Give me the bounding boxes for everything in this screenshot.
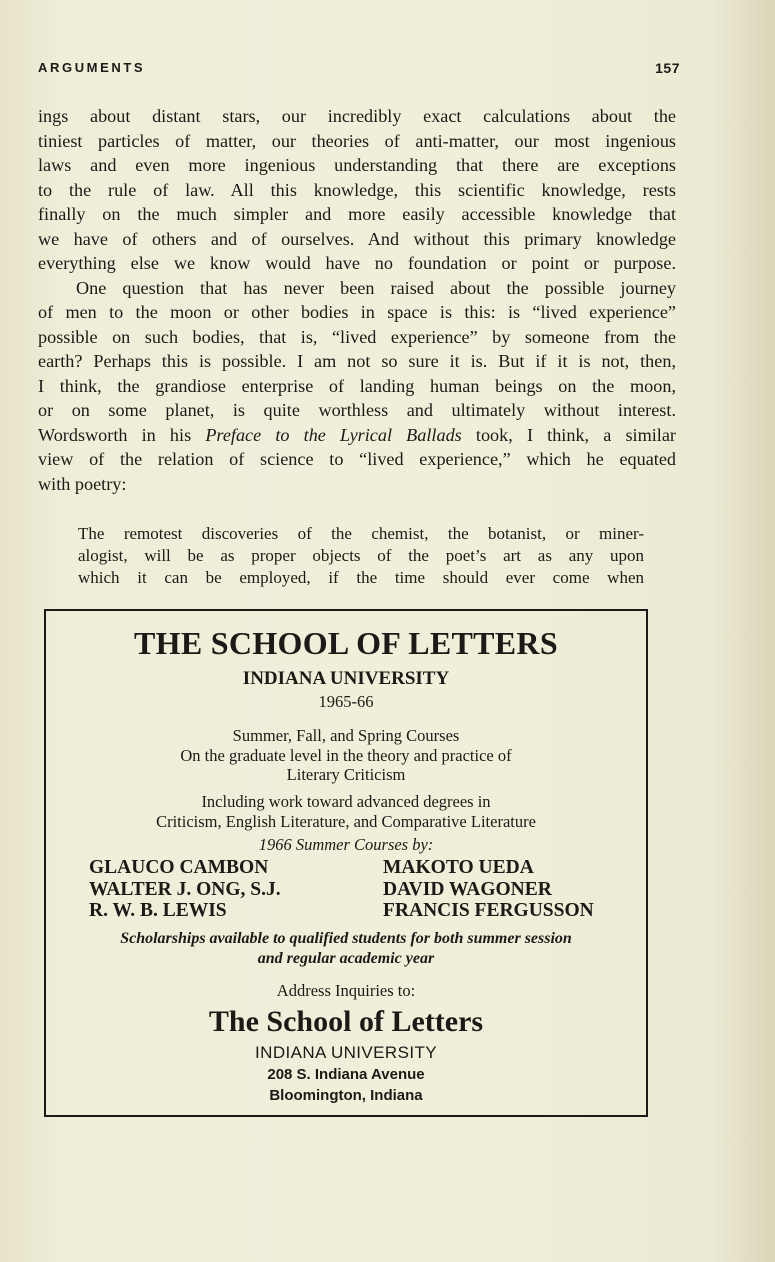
ad-street: 208 S. Indiana Avenue bbox=[267, 1066, 425, 1083]
quote-line: alogist, will be as proper objects of the poet’s art as any upon bbox=[78, 546, 644, 565]
ad-courses-label: 1966 Summer Courses by: bbox=[258, 835, 434, 854]
faculty-name: GLAUCO CAMBON bbox=[89, 857, 269, 878]
ad-description-line: Summer, Fall, and Spring Courses bbox=[232, 726, 460, 745]
ad-description-1 bbox=[46, 726, 646, 785]
ad-scholarships-line: and regular academic year bbox=[257, 950, 435, 967]
text-fragment: Wordsworth in his bbox=[38, 424, 206, 445]
text-line: with poetry: bbox=[38, 473, 127, 494]
page-number: 157 bbox=[655, 60, 680, 76]
text-line: tiniest particles of matter, our theories of anti-matter, our most ingenious bbox=[38, 130, 676, 151]
text-line: we have of others and of ourselves. And without this primary knowledge bbox=[38, 228, 676, 249]
text-line: earth? Perhaps this is possible. I am not so sure it is. But if it is not, then, bbox=[38, 351, 676, 371]
body-text bbox=[38, 104, 676, 496]
block-quote bbox=[78, 523, 644, 589]
faculty-name: WALTER J. ONG, S.J. bbox=[89, 878, 281, 900]
text-line: laws and even more ingenious understanding that there are exceptions bbox=[38, 155, 676, 175]
faculty-name: DAVID WAGONER bbox=[383, 878, 552, 900]
text-line: to the rule of law. All this knowledge, this scientific knowledge, rests bbox=[38, 179, 676, 200]
text-line: everything else we know would have no foundation or point or purpose. bbox=[38, 253, 676, 273]
text-line-with-title bbox=[38, 423, 676, 448]
quote-line: The remotest discoveries of the chemist, the botanist, or miner- bbox=[78, 524, 644, 543]
advertisement-box bbox=[44, 609, 648, 1117]
ad-university-address: INDIANA UNIVERSITY bbox=[255, 1043, 437, 1062]
faculty-column-2 bbox=[383, 857, 594, 922]
ad-description-line: Including work toward advanced degrees in bbox=[201, 792, 491, 811]
quote-line: which it can be employed, if the time should ever come when bbox=[78, 568, 644, 587]
text-line: of men to the moon or other bodies in space is this: is “lived experience” bbox=[38, 302, 676, 322]
text-line: finally on the much simpler and more easily accessible knowledge that bbox=[38, 204, 676, 224]
running-head bbox=[38, 60, 680, 80]
faculty-name: R. W. B. LEWIS bbox=[89, 900, 227, 921]
text-line: I think, the grandiose enterprise of landing human beings on the moon, bbox=[38, 375, 676, 396]
ad-scholarships-line: Scholarships available to qualified students for both summer session bbox=[120, 930, 572, 947]
ad-description-2 bbox=[46, 792, 646, 831]
text-line: view of the relation of science to “lived experience,” which he equated bbox=[38, 449, 676, 469]
faculty-name: FRANCIS FERGUSSON bbox=[383, 900, 594, 921]
ad-city: Bloomington, Indiana bbox=[269, 1087, 423, 1104]
ad-school-name: The School of Letters bbox=[208, 1005, 484, 1038]
text-line: ings about distant stars, our incredibly exact calculations about the bbox=[38, 106, 676, 126]
ad-university: INDIANA UNIVERSITY bbox=[242, 668, 450, 689]
ad-headline: THE SCHOOL OF LETTERS bbox=[134, 625, 558, 661]
ad-description-line: Criticism, English Literature, and Comparative Literature bbox=[156, 811, 536, 831]
faculty-column-1 bbox=[89, 857, 281, 922]
ad-description-line: Literary Criticism bbox=[286, 765, 406, 784]
running-head-title: ARGUMENTS bbox=[38, 60, 146, 75]
book-title: Preface to the Lyrical Ballads bbox=[205, 424, 462, 445]
ad-address-label: Address Inquiries to: bbox=[276, 981, 416, 1000]
ad-year: 1965-66 bbox=[318, 692, 374, 711]
text-fragment: took, I think, a similar bbox=[461, 424, 676, 445]
faculty-name: MAKOTO UEDA bbox=[383, 857, 534, 878]
ad-description-line: On the graduate level in the theory and practice of bbox=[180, 745, 512, 765]
text-line: One question that has never been raised about the possible journey bbox=[76, 277, 676, 298]
text-line: possible on such bodies, that is, “lived experience” by someone from the bbox=[38, 326, 676, 347]
ad-scholarships bbox=[46, 929, 646, 969]
text-line: or on some planet, is quite worthless and ultimately without interest. bbox=[38, 400, 676, 420]
